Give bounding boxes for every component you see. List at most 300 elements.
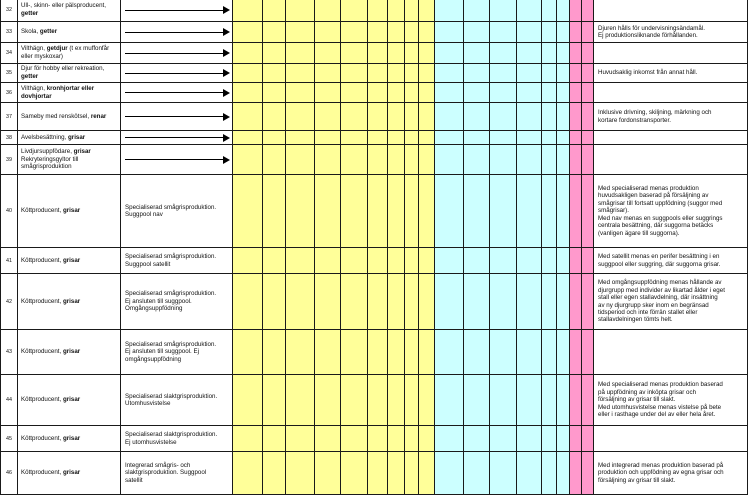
yellow-cell (405, 131, 419, 145)
pink-cell (582, 330, 594, 375)
pink-cell (570, 103, 582, 131)
yellow-cell (315, 131, 341, 145)
row-number: 46 (1, 452, 18, 495)
note-cell: Med omgångsuppfödning menas hållande av djurgrupp med individer av likartad ålder i eget stall eller egen stallavdelning, där insättning av ny djurgrupp sker inom en begränsad tidsperiod och inte förrän stallet eller stallavdelningen tömts helt. (594, 274, 748, 330)
yellow-cell (419, 426, 435, 452)
note-cell: Med satellit menas en perifer besättning i en suggpool eller suggring, där suggorna grisar. (594, 248, 748, 274)
row-number: 42 (1, 274, 18, 330)
table-row (1, 43, 748, 64)
yellow-cell (368, 248, 388, 274)
yellow-cell (233, 0, 263, 22)
cyan-cell (464, 274, 490, 330)
cyan-cell (557, 83, 570, 103)
yellow-cell (341, 330, 368, 375)
yellow-cell (405, 22, 419, 43)
cyan-cell (464, 22, 490, 43)
yellow-cell (419, 175, 435, 248)
row-number: 40 (1, 175, 18, 248)
yellow-cell (405, 103, 419, 131)
category-label: Vilthägn, kronhjortar eller dovhjortar (18, 83, 121, 103)
pink-cell (570, 452, 582, 495)
cyan-cell (435, 43, 464, 64)
yellow-cell (419, 103, 435, 131)
cyan-cell (557, 145, 570, 175)
description-cell (121, 0, 233, 22)
cyan-cell (490, 145, 517, 175)
category-label: Köttproducent, grisar (18, 452, 121, 495)
yellow-cell (286, 43, 315, 64)
row-number: 35 (1, 64, 18, 83)
cyan-cell (542, 43, 557, 64)
pink-cell (570, 145, 582, 175)
yellow-cell (341, 452, 368, 495)
pink-cell (582, 426, 594, 452)
pink-cell (582, 145, 594, 175)
yellow-cell (388, 131, 405, 145)
yellow-cell (368, 274, 388, 330)
category-label: Livdjursuppfödare, grisar Rekryteringsgyltor till smågrisproduktion (18, 145, 121, 175)
yellow-cell (233, 103, 263, 131)
table-row (1, 375, 748, 426)
pink-cell (582, 248, 594, 274)
yellow-cell (368, 452, 388, 495)
yellow-cell (405, 248, 419, 274)
cyan-cell (517, 175, 542, 248)
yellow-cell (388, 330, 405, 375)
pink-cell (582, 131, 594, 145)
cyan-cell (490, 22, 517, 43)
row-number: 34 (1, 43, 18, 64)
pink-cell (570, 43, 582, 64)
yellow-cell (286, 145, 315, 175)
cyan-cell (464, 330, 490, 375)
yellow-cell (405, 426, 419, 452)
table-row (1, 248, 748, 274)
cyan-cell (542, 274, 557, 330)
description-cell (121, 145, 233, 175)
yellow-cell (388, 103, 405, 131)
yellow-cell (315, 375, 341, 426)
yellow-cell (263, 248, 286, 274)
description-cell (121, 64, 233, 83)
cyan-cell (490, 83, 517, 103)
cyan-cell (435, 175, 464, 248)
yellow-cell (315, 43, 341, 64)
pink-cell (582, 375, 594, 426)
description-cell (121, 131, 233, 145)
yellow-cell (405, 330, 419, 375)
pink-cell (570, 274, 582, 330)
description-cell: Integrerad smågris- och slaktgrisproduktion. Suggpool satellit (121, 452, 233, 495)
cyan-cell (435, 103, 464, 131)
pink-cell (570, 131, 582, 145)
cyan-cell (464, 131, 490, 145)
row-number: 36 (1, 83, 18, 103)
yellow-cell (263, 452, 286, 495)
right-arrow-icon (125, 89, 230, 97)
yellow-cell (233, 83, 263, 103)
yellow-cell (263, 22, 286, 43)
note-cell (594, 0, 748, 22)
yellow-cell (315, 0, 341, 22)
pink-cell (582, 64, 594, 83)
yellow-cell (419, 43, 435, 64)
yellow-cell (286, 248, 315, 274)
pink-cell (582, 175, 594, 248)
pink-cell (582, 103, 594, 131)
cyan-cell (517, 43, 542, 64)
note-cell: Huvudsaklig inkomst från annat håll. (594, 64, 748, 83)
yellow-cell (341, 375, 368, 426)
yellow-cell (341, 131, 368, 145)
cyan-cell (557, 426, 570, 452)
right-arrow-icon (125, 28, 230, 36)
category-label: Köttproducent, grisar (18, 274, 121, 330)
yellow-cell (315, 64, 341, 83)
cyan-cell (435, 274, 464, 330)
yellow-cell (286, 452, 315, 495)
cyan-cell (464, 103, 490, 131)
cyan-cell (517, 131, 542, 145)
cyan-cell (517, 375, 542, 426)
cyan-cell (435, 22, 464, 43)
yellow-cell (368, 83, 388, 103)
right-arrow-icon (125, 49, 230, 57)
yellow-cell (405, 452, 419, 495)
table-row (1, 131, 748, 145)
cyan-cell (517, 274, 542, 330)
table-row (1, 330, 748, 375)
cyan-cell (542, 330, 557, 375)
table-row (1, 274, 748, 330)
yellow-cell (286, 175, 315, 248)
pink-cell (570, 426, 582, 452)
yellow-cell (286, 83, 315, 103)
description-cell (121, 43, 233, 64)
yellow-cell (419, 22, 435, 43)
yellow-cell (233, 175, 263, 248)
yellow-cell (405, 375, 419, 426)
yellow-cell (388, 43, 405, 64)
pink-cell (570, 375, 582, 426)
category-label: Köttproducent, grisar (18, 375, 121, 426)
cyan-cell (557, 175, 570, 248)
cyan-cell (517, 330, 542, 375)
cyan-cell (517, 83, 542, 103)
cyan-cell (542, 452, 557, 495)
yellow-cell (286, 64, 315, 83)
yellow-cell (263, 83, 286, 103)
cyan-cell (542, 0, 557, 22)
description-cell: Specialiserad smågrisproduktion. Suggpool satellit (121, 248, 233, 274)
yellow-cell (286, 131, 315, 145)
yellow-cell (388, 274, 405, 330)
yellow-cell (315, 22, 341, 43)
yellow-cell (233, 43, 263, 64)
yellow-cell (263, 330, 286, 375)
cyan-cell (542, 103, 557, 131)
yellow-cell (286, 103, 315, 131)
note-cell (594, 330, 748, 375)
table-row (1, 103, 748, 131)
yellow-cell (286, 274, 315, 330)
table-row (1, 452, 748, 495)
yellow-cell (263, 64, 286, 83)
yellow-cell (405, 274, 419, 330)
cyan-cell (490, 131, 517, 145)
cyan-cell (517, 22, 542, 43)
cyan-cell (542, 83, 557, 103)
yellow-cell (419, 0, 435, 22)
right-arrow-icon (125, 6, 230, 14)
cyan-cell (435, 64, 464, 83)
yellow-cell (263, 375, 286, 426)
cyan-cell (490, 375, 517, 426)
cyan-cell (435, 452, 464, 495)
yellow-cell (419, 375, 435, 426)
yellow-cell (233, 22, 263, 43)
cyan-cell (464, 248, 490, 274)
row-number: 38 (1, 131, 18, 145)
right-arrow-icon (125, 134, 230, 142)
yellow-cell (341, 64, 368, 83)
yellow-cell (263, 103, 286, 131)
row-number: 37 (1, 103, 18, 131)
right-arrow-icon (125, 69, 230, 77)
note-cell (594, 131, 748, 145)
note-cell: Med specialiserad menas produktion huvudsakligen baserad på försäljning av smågrisar till fortsatt uppfödning (suggor med smågrisar). Med nav menas en suggpools eller suggrings centrala besättning, där suggorna betäcks (vanligen ägare till suggorna). (594, 175, 748, 248)
yellow-cell (368, 375, 388, 426)
yellow-cell (405, 64, 419, 83)
yellow-cell (341, 175, 368, 248)
yellow-cell (368, 64, 388, 83)
table-row (1, 145, 748, 175)
cyan-cell (435, 0, 464, 22)
table-row (1, 426, 748, 452)
yellow-cell (315, 145, 341, 175)
cyan-cell (517, 426, 542, 452)
yellow-cell (286, 426, 315, 452)
cyan-cell (517, 103, 542, 131)
cyan-cell (557, 103, 570, 131)
cyan-cell (557, 274, 570, 330)
cyan-cell (490, 43, 517, 64)
cyan-cell (464, 426, 490, 452)
yellow-cell (315, 452, 341, 495)
table-row (1, 22, 748, 43)
pink-cell (570, 248, 582, 274)
yellow-cell (233, 131, 263, 145)
cyan-cell (490, 64, 517, 83)
yellow-cell (388, 375, 405, 426)
cyan-cell (557, 0, 570, 22)
description-cell: Specialiserad slaktgrisproduktion. Ej utomhusvistelse (121, 426, 233, 452)
cyan-cell (542, 175, 557, 248)
cyan-cell (557, 43, 570, 64)
yellow-cell (419, 330, 435, 375)
yellow-cell (419, 274, 435, 330)
yellow-cell (263, 145, 286, 175)
yellow-cell (368, 43, 388, 64)
cyan-cell (557, 375, 570, 426)
yellow-cell (233, 145, 263, 175)
yellow-cell (263, 43, 286, 64)
cyan-cell (435, 83, 464, 103)
note-cell (594, 43, 748, 64)
cyan-cell (517, 0, 542, 22)
description-cell (121, 22, 233, 43)
category-label: Vilthägn, getdjur (t ex muffonfår eller myskoxar) (18, 43, 121, 64)
yellow-cell (263, 0, 286, 22)
cyan-cell (542, 131, 557, 145)
yellow-cell (233, 375, 263, 426)
description-cell: Specialiserad slaktgrisproduktion. Utomhusvistelse (121, 375, 233, 426)
yellow-cell (368, 330, 388, 375)
cyan-cell (464, 83, 490, 103)
yellow-cell (315, 248, 341, 274)
yellow-cell (315, 426, 341, 452)
yellow-cell (388, 452, 405, 495)
description-cell: Specialiserad smågrisproduktion. Suggpool nav (121, 175, 233, 248)
cyan-cell (490, 330, 517, 375)
yellow-cell (233, 248, 263, 274)
cyan-cell (557, 330, 570, 375)
cyan-cell (542, 22, 557, 43)
yellow-cell (233, 426, 263, 452)
pink-cell (570, 22, 582, 43)
yellow-cell (341, 248, 368, 274)
row-number: 44 (1, 375, 18, 426)
pink-cell (582, 83, 594, 103)
cyan-cell (464, 145, 490, 175)
yellow-cell (368, 0, 388, 22)
row-number: 41 (1, 248, 18, 274)
cyan-cell (490, 426, 517, 452)
note-cell: Djuren hålls för undervisningsändamål. Ej produktionsliknande förhållanden. (594, 22, 748, 43)
cyan-cell (490, 103, 517, 131)
note-cell (594, 145, 748, 175)
right-arrow-icon (125, 113, 230, 121)
category-label: Sameby med renskötsel, renar (18, 103, 121, 131)
table-row (1, 0, 748, 22)
yellow-cell (388, 83, 405, 103)
category-label: Skola, getter (18, 22, 121, 43)
cyan-cell (490, 452, 517, 495)
yellow-cell (405, 83, 419, 103)
yellow-cell (263, 274, 286, 330)
yellow-cell (233, 274, 263, 330)
yellow-cell (341, 0, 368, 22)
cyan-cell (435, 145, 464, 175)
pink-cell (570, 83, 582, 103)
yellow-cell (388, 145, 405, 175)
category-label: Köttproducent, grisar (18, 426, 121, 452)
cyan-cell (464, 175, 490, 248)
cyan-cell (490, 0, 517, 22)
description-cell: Specialiserad smågrisproduktion. Ej ansluten till suggpool. Ej omgångsuppfödning (121, 330, 233, 375)
description-cell: Specialiserad smågrisproduktion. Ej ansluten till suggpool. Omgångsuppfödning (121, 274, 233, 330)
category-label: Köttproducent, grisar (18, 248, 121, 274)
yellow-cell (315, 274, 341, 330)
yellow-cell (419, 145, 435, 175)
yellow-cell (388, 0, 405, 22)
pink-cell (582, 0, 594, 22)
cyan-cell (490, 175, 517, 248)
yellow-cell (341, 426, 368, 452)
yellow-cell (341, 83, 368, 103)
cyan-cell (542, 145, 557, 175)
yellow-cell (233, 330, 263, 375)
cyan-cell (542, 426, 557, 452)
yellow-cell (341, 103, 368, 131)
yellow-cell (263, 131, 286, 145)
yellow-cell (341, 22, 368, 43)
yellow-cell (368, 426, 388, 452)
pink-cell (570, 64, 582, 83)
cyan-cell (435, 426, 464, 452)
table-row (1, 83, 748, 103)
cyan-cell (542, 248, 557, 274)
yellow-cell (286, 375, 315, 426)
yellow-cell (263, 426, 286, 452)
row-number: 43 (1, 330, 18, 375)
row-number: 33 (1, 22, 18, 43)
note-cell: Med integrerad menas produktion baserad på produktion och uppfödning av egna grisar och försäljning av grisar till slakt. (594, 452, 748, 495)
yellow-cell (419, 64, 435, 83)
yellow-cell (368, 131, 388, 145)
cyan-cell (435, 131, 464, 145)
cyan-cell (517, 452, 542, 495)
row-number: 45 (1, 426, 18, 452)
yellow-cell (419, 248, 435, 274)
cyan-cell (557, 22, 570, 43)
yellow-cell (315, 83, 341, 103)
cyan-cell (435, 330, 464, 375)
cyan-cell (557, 64, 570, 83)
category-label: Avelsbesättning, grisar (18, 131, 121, 145)
cyan-cell (464, 64, 490, 83)
pink-cell (570, 0, 582, 22)
pink-cell (582, 274, 594, 330)
description-cell (121, 83, 233, 103)
yellow-cell (233, 64, 263, 83)
pink-cell (582, 452, 594, 495)
yellow-cell (368, 103, 388, 131)
yellow-cell (419, 83, 435, 103)
yellow-cell (233, 452, 263, 495)
yellow-cell (315, 330, 341, 375)
yellow-cell (388, 426, 405, 452)
table-row (1, 64, 748, 83)
yellow-cell (388, 22, 405, 43)
yellow-cell (315, 103, 341, 131)
yellow-cell (368, 145, 388, 175)
cyan-cell (517, 145, 542, 175)
yellow-cell (419, 131, 435, 145)
yellow-cell (286, 0, 315, 22)
pink-cell (582, 43, 594, 64)
cyan-cell (464, 0, 490, 22)
yellow-cell (315, 175, 341, 248)
right-arrow-icon (125, 156, 230, 164)
category-label: Köttproducent, grisar (18, 330, 121, 375)
yellow-cell (388, 64, 405, 83)
yellow-cell (419, 452, 435, 495)
yellow-cell (341, 43, 368, 64)
cyan-cell (542, 64, 557, 83)
yellow-cell (368, 22, 388, 43)
yellow-cell (405, 43, 419, 64)
